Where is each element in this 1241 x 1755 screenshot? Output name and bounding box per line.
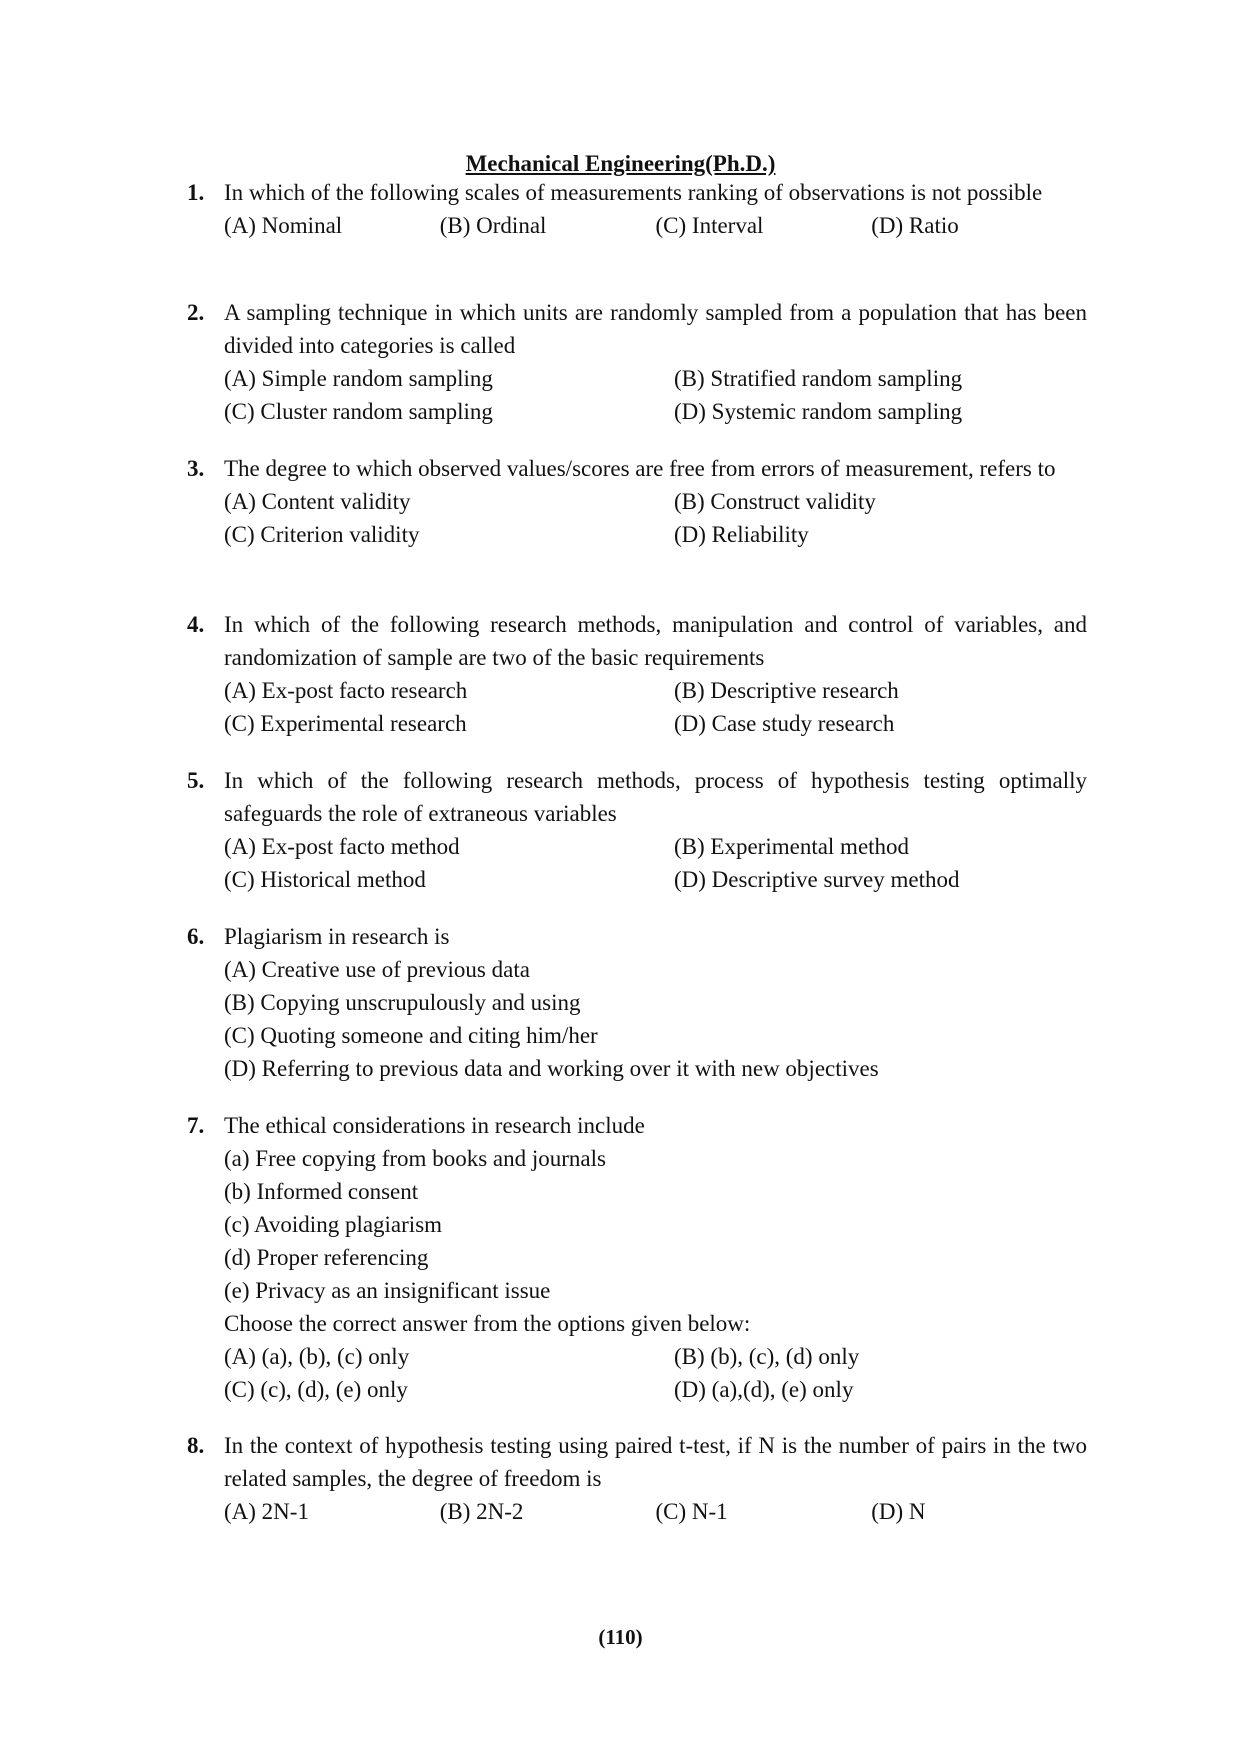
option-c: (C) N-1 — [655, 1499, 728, 1524]
statement-b: (b) Informed consent — [224, 1179, 419, 1204]
question-text: A sampling technique in which units are randomly sampled from a population that has been divided into categories is called — [224, 300, 1087, 358]
question-text: In which of the following research methods, process of hypothesis testing optimally safeguards the role of extraneous variables — [224, 768, 1087, 826]
options — [224, 674, 1087, 740]
option-a: (A) (a), (b), (c) only — [224, 1344, 410, 1369]
question-text: Plagiarism in research is — [224, 924, 450, 949]
options — [224, 830, 1087, 896]
question-6 — [187, 920, 1087, 1085]
options — [224, 953, 1087, 1085]
statement-d: (d) Proper referencing — [224, 1245, 429, 1270]
question-number: 7. — [187, 1113, 205, 1138]
question-text: The degree to which observed values/scores are free from errors of measurement, refers to — [224, 456, 1056, 481]
option-b: (B) 2N-2 — [439, 1499, 524, 1524]
option-d: (D) (a),(d), (e) only — [674, 1377, 854, 1402]
option-d: (D) Systemic random sampling — [674, 399, 963, 424]
question-number: 3. — [187, 456, 205, 481]
options — [224, 362, 1087, 428]
option-a: (A) Ex-post facto method — [224, 834, 460, 859]
option-d: (D) Reliability — [674, 522, 809, 547]
option-c: (C) Quoting someone and citing him/her — [224, 1023, 598, 1048]
question-3 — [187, 452, 1087, 551]
question-4 — [187, 608, 1087, 740]
option-a: (A) Content validity — [224, 489, 411, 514]
option-a: (A) Ex-post facto research — [224, 678, 468, 703]
options — [224, 1495, 1087, 1528]
option-b: (B) Ordinal — [439, 213, 547, 238]
option-a: (A) Nominal — [224, 213, 343, 238]
statement-list — [224, 1142, 1087, 1340]
option-a: (A) 2N-1 — [224, 1499, 309, 1524]
question-number: 2. — [187, 300, 205, 325]
question-text: In which of the following scales of measurements ranking of observations is not possible — [224, 180, 1043, 205]
option-b: (B) Descriptive research — [674, 678, 899, 703]
paper-title: Mechanical Engineering(Ph.D.) — [465, 151, 776, 176]
question-number: 8. — [187, 1433, 205, 1458]
page-number: (110) — [598, 1625, 643, 1649]
option-c: (C) Interval — [655, 213, 764, 238]
option-b: (B) Stratified random sampling — [674, 366, 963, 391]
option-b: (B) Experimental method — [674, 834, 910, 859]
question-text: The ethical considerations in research include — [224, 1113, 645, 1138]
question-text: In which of the following research methods, manipulation and control of variables, and randomization of sample are two of the basic requirements — [224, 612, 1087, 670]
option-b: (B) Copying unscrupulously and using — [224, 990, 581, 1015]
statement-c: (c) Avoiding plagiarism — [224, 1212, 443, 1237]
option-a: (A) Creative use of previous data — [224, 957, 530, 982]
option-c: (C) Historical method — [224, 867, 426, 892]
option-c: (C) Cluster random sampling — [224, 399, 493, 424]
option-d: (D) Case study research — [674, 711, 895, 736]
option-d: (D) Ratio — [871, 213, 959, 238]
option-b: (B) (b), (c), (d) only — [674, 1344, 860, 1369]
question-5 — [187, 764, 1087, 896]
options — [224, 209, 1087, 242]
question-number: 6. — [187, 924, 205, 949]
question-7 — [187, 1109, 1087, 1406]
option-b: (B) Construct validity — [674, 489, 876, 514]
option-d: (D) Referring to previous data and working over it with new objectives — [224, 1056, 879, 1081]
option-c: (C) Criterion validity — [224, 522, 420, 547]
option-c: (C) Experimental research — [224, 711, 467, 736]
option-c: (C) (c), (d), (e) only — [224, 1377, 408, 1402]
question-text: In the context of hypothesis testing using paired t-test, if N is the number of pairs in the two related samples, the degree of freedom is — [224, 1433, 1087, 1491]
options — [224, 1340, 1087, 1406]
question-2 — [187, 296, 1087, 428]
question-1 — [187, 176, 1087, 242]
option-a: (A) Simple random sampling — [224, 366, 493, 391]
options — [224, 485, 1087, 551]
statement-a: (a) Free copying from books and journals — [224, 1146, 606, 1171]
instruction-text: Choose the correct answer from the options given below: — [224, 1311, 751, 1336]
question-number: 5. — [187, 768, 205, 793]
statement-e: (e) Privacy as an insignificant issue — [224, 1278, 551, 1303]
question-number: 4. — [187, 612, 205, 637]
question-8 — [187, 1429, 1087, 1528]
option-d: (D) N — [871, 1499, 926, 1524]
option-d: (D) Descriptive survey method — [674, 867, 960, 892]
question-number: 1. — [187, 180, 205, 205]
